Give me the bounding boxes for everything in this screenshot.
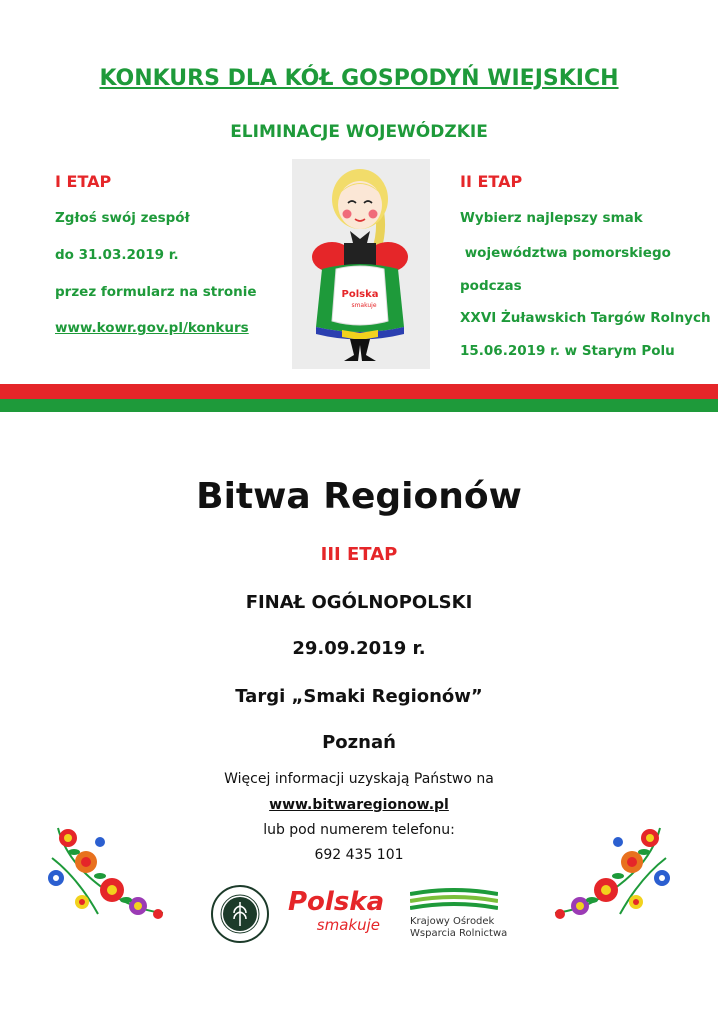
mascot-icon xyxy=(292,159,430,369)
website-link[interactable]: www.bitwaregionow.pl xyxy=(269,797,449,813)
polska-smakuje-logo xyxy=(288,888,388,944)
stage2-line: 15.06.2019 r. w Starym Polu xyxy=(460,343,675,359)
kowr-logo-text: Krajowy Ośrodek xyxy=(410,916,495,927)
mascot-apron-text: Polska xyxy=(341,289,379,300)
stage2-line: XXVI Żuławskich Targów Rolnych xyxy=(460,310,711,326)
poster-title: KONKURS DLA KÓŁ GOSPODYŃ WIEJSKICH xyxy=(99,66,619,91)
stage3-label: III ETAP xyxy=(320,544,398,565)
stage1-line: Zgłoś swój zespół xyxy=(55,210,190,226)
stage2-line: Wybierz najlepszy smak xyxy=(460,210,643,226)
ministry-seal-icon xyxy=(210,884,270,944)
final-date: 29.09.2019 r. xyxy=(292,638,426,659)
stage1-line: do 31.03.2019 r. xyxy=(55,247,179,263)
smakuje-logo-text: smakuje xyxy=(316,916,380,934)
poster-subtitle: ELIMINACJE WOJEWÓDZKIE xyxy=(230,122,488,142)
city-name: Poznań xyxy=(322,732,396,753)
phone-number: 692 435 101 xyxy=(314,847,404,863)
stage1-line: przez formularz na stronie xyxy=(55,284,257,300)
mascot-apron-text: smakuje xyxy=(351,302,377,309)
main-title: Bitwa Regionów xyxy=(196,476,522,517)
green-stripe xyxy=(0,399,718,412)
info-text: Więcej informacji uzyskają Państwo na xyxy=(224,771,494,787)
folk-flower-icon xyxy=(546,818,680,922)
final-label: FINAŁ OGÓLNOPOLSKI xyxy=(245,592,473,613)
kowr-waves-icon xyxy=(410,888,498,912)
info-text: lub pod numerem telefonu: xyxy=(263,822,455,838)
stage2-line: podczas xyxy=(460,278,522,294)
flower-decoration-right xyxy=(546,818,680,922)
red-stripe xyxy=(0,384,718,399)
mascot-illustration xyxy=(292,159,430,369)
stage2-label: II ETAP xyxy=(460,172,523,191)
polska-logo-text: Polska xyxy=(288,887,385,917)
kowr-logo xyxy=(408,888,508,944)
stage2-line: województwa pomorskiego xyxy=(460,245,671,261)
folk-flower-icon xyxy=(38,818,172,922)
flower-decoration-left xyxy=(38,818,172,922)
stage1-label: I ETAP xyxy=(55,172,112,191)
kowr-logo-text: Wsparcia Rolnictwa xyxy=(410,928,508,939)
fair-name: Targi „Smaki Regionów” xyxy=(235,686,483,707)
ministry-seal-logo xyxy=(210,884,270,944)
stage1-link[interactable]: www.kowr.gov.pl/konkurs xyxy=(55,320,249,336)
